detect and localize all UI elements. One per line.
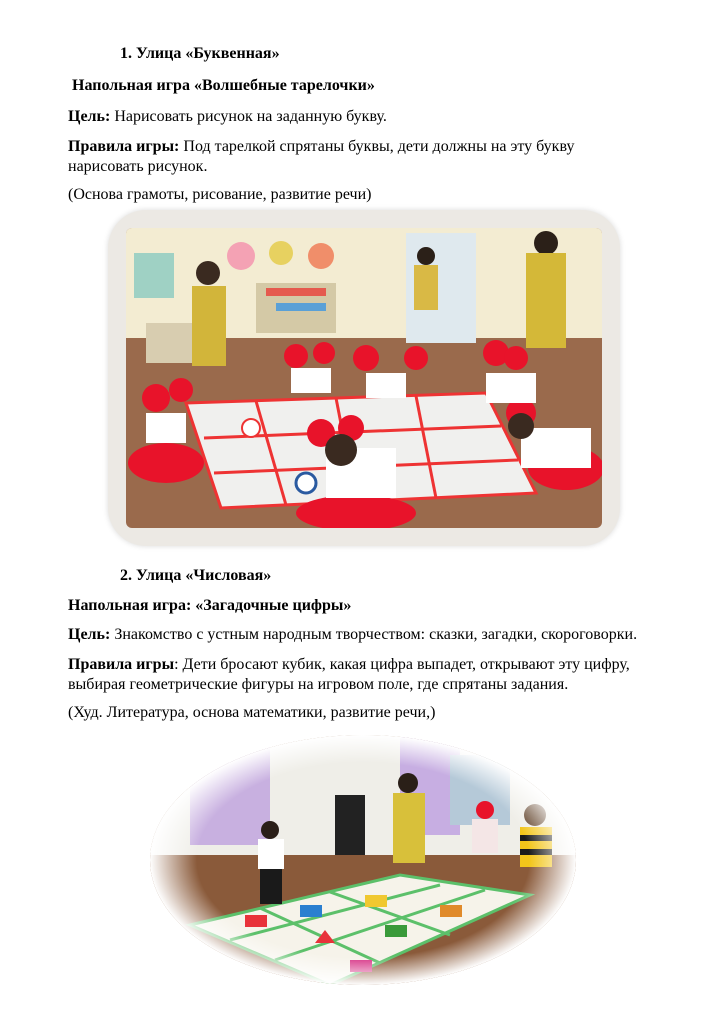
rules-text: : Дети бросают кубик, какая цифра выпадет, открывают эту цифру, (174, 656, 630, 673)
goal-text: Знакомство с устным народным творчеством: сказки, загадки, скороговорки. (110, 626, 638, 643)
photo-frame-letters-game (108, 210, 620, 546)
section2-subjects: (Худ. Литература, основа математики, развитие речи,) (68, 704, 436, 721)
goal-text: Нарисовать рисунок на заданную букву. (110, 108, 387, 125)
section2-rules-cont: выбирая геометрические фигуры на игровом поле, где спрятаны задания. (68, 676, 569, 693)
section2-heading: 2. Улица «Числовая» (120, 567, 272, 584)
photo-children-numbers-game (150, 735, 576, 985)
section1-subjects: (Основа грамоты, рисование, развитие речи) (68, 186, 372, 203)
rules-label: Правила игры (68, 656, 175, 673)
section2-game-title: Напольная игра: «Загадочные цифры» (68, 597, 352, 614)
section1-rules (68, 137, 574, 157)
section1-goal (68, 107, 387, 127)
section2-rules (68, 655, 630, 675)
section1-rules-cont: нарисовать рисунок. (68, 158, 208, 175)
section1-game-title: Напольная игра «Волшебные тарелочки» (72, 77, 375, 94)
rules-text: Под тарелкой спрятаны буквы, дети должны на эту букву (179, 138, 575, 155)
rules-label: Правила игры: (68, 138, 180, 155)
photo-children-letters-game (126, 228, 602, 528)
goal-label: Цель: (68, 108, 111, 125)
goal-label: Цель: (68, 626, 111, 643)
section1-heading: 1. Улица «Буквенная» (120, 45, 280, 62)
section2-goal (68, 625, 637, 645)
